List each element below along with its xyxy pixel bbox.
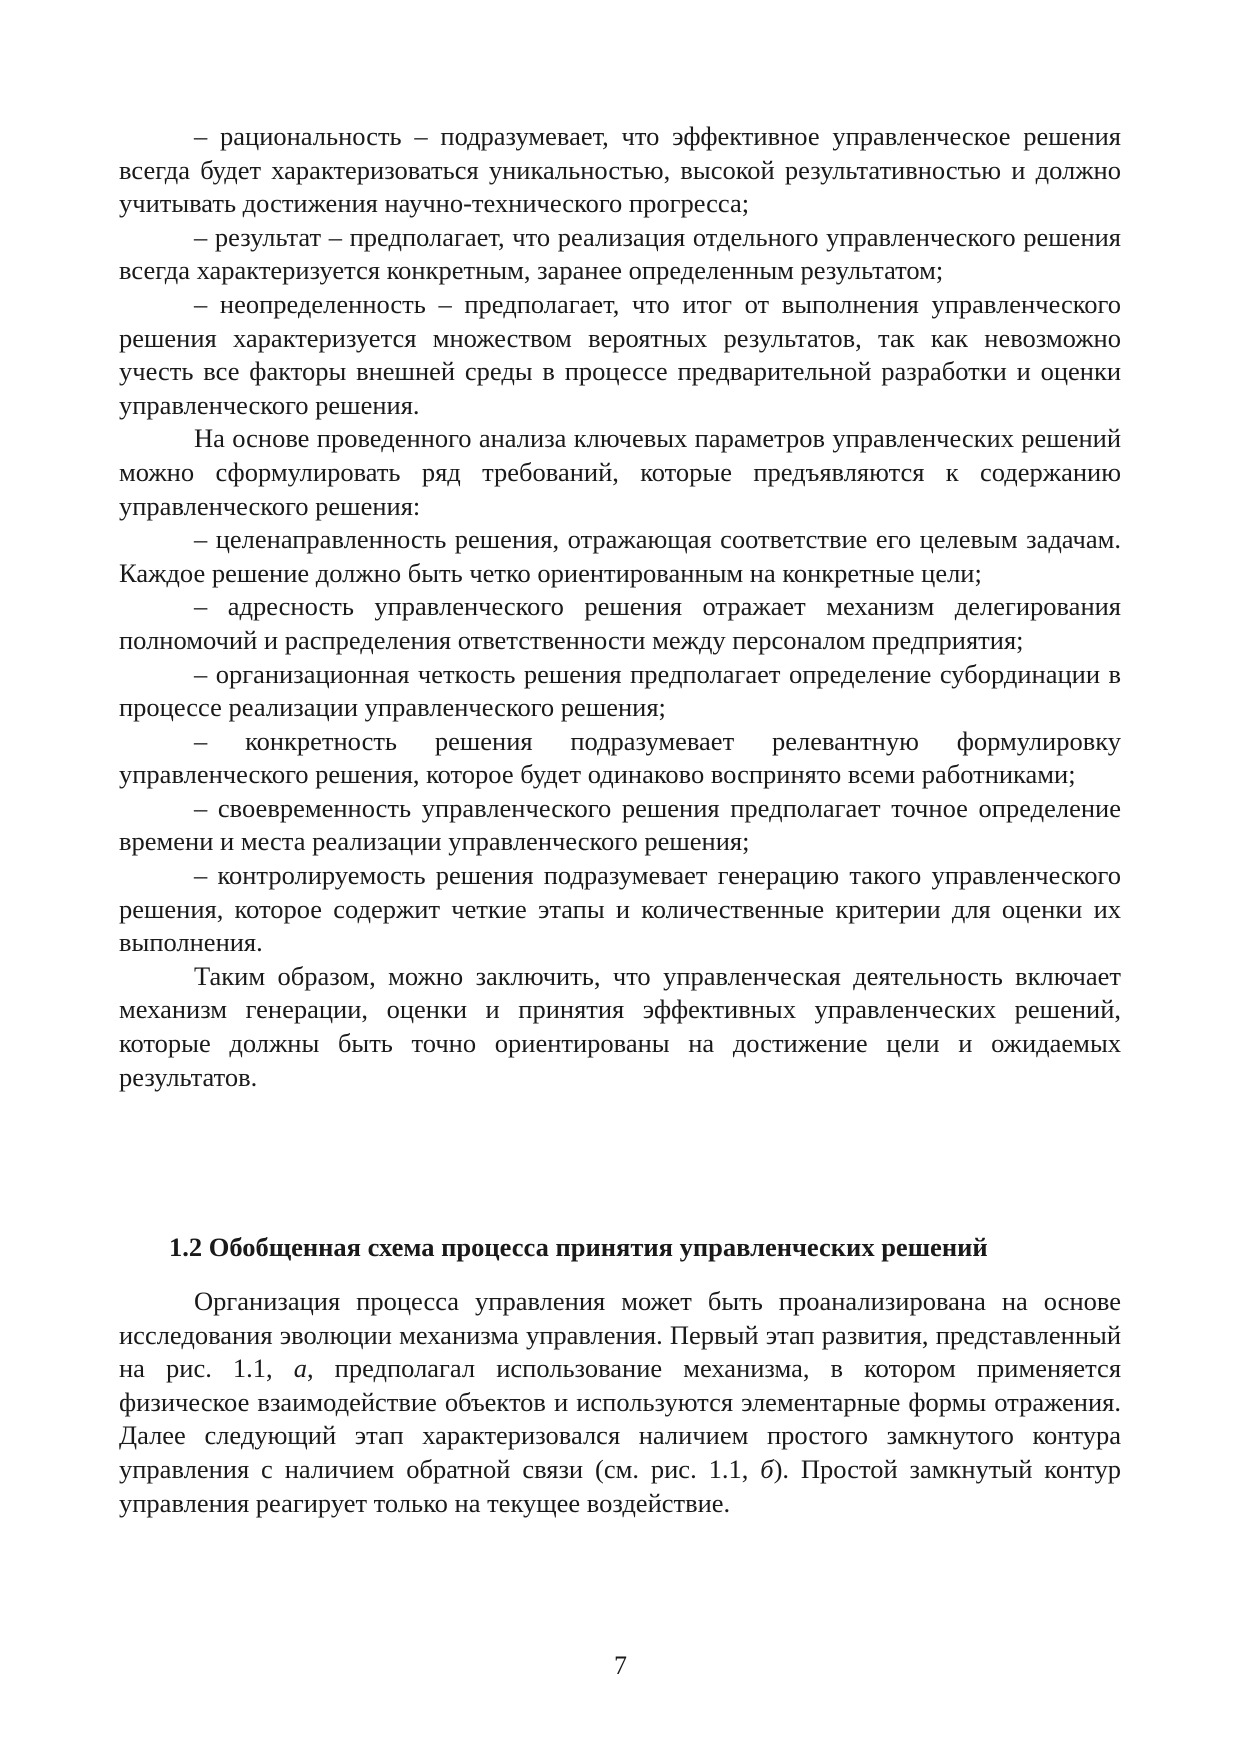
paragraph-requirements-intro: На основе проведенного анализа ключевых параметров управленческих решений можно сформулировать ряд требований, которые предъявляются к содержанию управленческого решения:	[119, 423, 1121, 521]
paragraph-organizational-clarity: – организационная четкость решения предполагает определение субординации в процессе реализации управленческого решения;	[119, 658, 1121, 723]
paragraph-text-part-1: Организация процесса управления может быть проанализирована на основе исследования эволюции механизма управления. Первый этап развития, представленный на рис. 1.1,	[119, 1286, 1121, 1384]
paragraph-controllability: – контролируемость решения подразумевает генерацию такого управленческого решения, которое содержит четкие этапы и количественные критерии для оценки их выполнения.	[119, 860, 1121, 958]
paragraph-concreteness: – конкретность решения подразумевает релевантную формулировку управленческого решения, которое будет одинаково воспринято всеми работниками;	[119, 725, 1121, 790]
paragraph-timeliness: – своевременность управленческого решения предполагает точное определение времени и места реализации управленческого решения;	[119, 792, 1121, 857]
figure-ref-b: б	[760, 1453, 774, 1484]
paragraph-text-part-3: ). Простой замкнутый контур управления реагирует только на текущее воздействие.	[119, 1453, 1121, 1518]
section-heading: 1.2 Обобщенная схема процесса принятия управленческих решений	[169, 1232, 988, 1262]
body-text-bottom	[119, 1285, 1121, 1520]
paragraph-rationality: – рациональность – подразумевает, что эффективное управленческое решения всегда будет характеризоваться уникальностью, высокой результативностью и должно учитывать достижения научно-технического прогресса;	[119, 121, 1121, 219]
paragraph-addressability: – адресность управленческого решения отражает механизм делегирования полномочий и распределения ответственности между персоналом предприятия;	[119, 591, 1121, 655]
paragraph-conclusion: Таким образом, можно заключить, что управленческая деятельность включает механизм генерации, оценки и принятия эффективных управленческих решений, которые должны быть точно ориентированы на достижение цели и ожидаемых результатов.	[119, 960, 1121, 1092]
figure-ref-a: а	[293, 1353, 307, 1384]
paragraph-uncertainty: – неопределенность – предполагает, что итог от выполнения управленческого решения характеризуется множеством вероятных результатов, так как невозможно учесть все факторы внешней среды в процессе предварительной разработки и оценки управленческого решения.	[119, 288, 1121, 420]
paragraph-control-evolution	[119, 1285, 1121, 1520]
page-number: 7	[614, 1651, 627, 1680]
paragraph-purposefulness: – целенаправленность решения, отражающая соответствие его целевым задачам. Каждое решение должно быть четко ориентированным на конкретные цели;	[119, 524, 1121, 588]
paragraph-result: – результат – предполагает, что реализация отдельного управленческого решения всегда характеризуется конкретным, заранее определенным результатом;	[119, 221, 1121, 286]
paragraph-text-part-2: , предполагал использование механизма, в котором применяется физическое взаимодействие объектов и используются элементарные формы отражения. Далее следующий этап характеризовался наличием простого замкнутого контура управления с наличием обратной связи (см. рис. 1.1,	[119, 1353, 1122, 1484]
body-text-top	[119, 120, 1121, 1094]
